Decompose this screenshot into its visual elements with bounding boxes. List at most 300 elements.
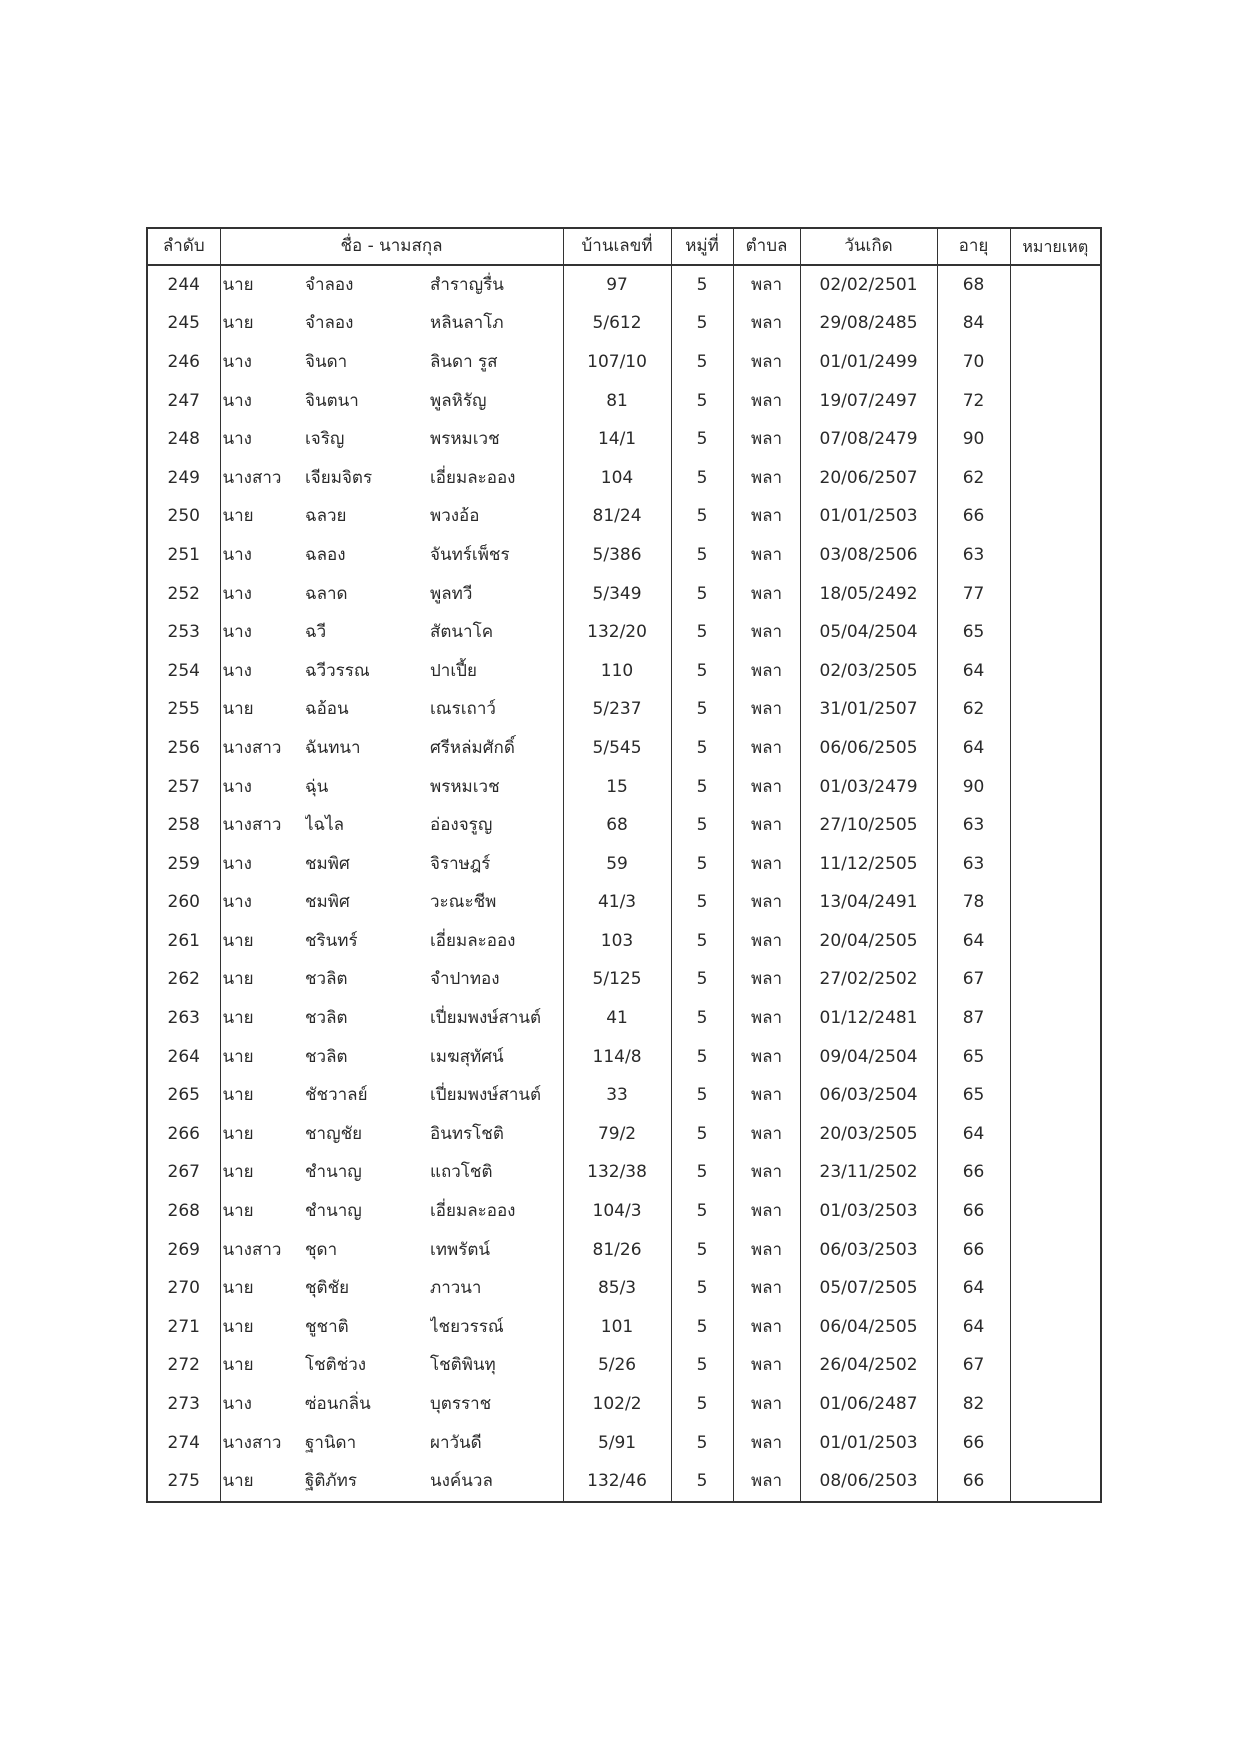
cell-age: 63 xyxy=(937,845,1010,884)
cell-house-no: 14/1 xyxy=(563,420,671,459)
cell-house-no: 5/26 xyxy=(563,1347,671,1386)
cell-prefix: นาง xyxy=(220,845,305,884)
cell-age: 77 xyxy=(937,575,1010,614)
cell-tambon: พลา xyxy=(733,343,800,382)
cell-tambon: พลา xyxy=(733,1308,800,1347)
table-row xyxy=(147,1154,1101,1193)
cell-prefix: นาง xyxy=(220,768,305,807)
cell-prefix: นาย xyxy=(220,961,305,1000)
cell-first-name: จินดา xyxy=(305,351,348,372)
cell-seq: 274 xyxy=(147,1424,220,1463)
cell-moo: 5 xyxy=(671,613,733,652)
cell-dob: 20/04/2505 xyxy=(800,922,937,961)
cell-first-name: จำลอง xyxy=(305,313,354,334)
cell-prefix: นางสาว xyxy=(220,1424,305,1463)
cell-prefix: นาย xyxy=(220,999,305,1038)
cell-age: 63 xyxy=(937,806,1010,845)
cell-tambon: พลา xyxy=(733,1424,800,1463)
table-row xyxy=(147,1308,1101,1347)
cell-age: 62 xyxy=(937,459,1010,498)
cell-dob: 01/06/2487 xyxy=(800,1385,937,1424)
cell-remark xyxy=(1010,1424,1101,1463)
table-row xyxy=(147,343,1101,382)
cell-moo: 5 xyxy=(671,459,733,498)
cell-first-name: ฉวี xyxy=(305,622,327,643)
table-row xyxy=(147,1115,1101,1154)
cell-prefix: นาง xyxy=(220,613,305,652)
cell-tambon: พลา xyxy=(733,613,800,652)
cell-first-name: ฉวีวรรณ xyxy=(305,660,370,681)
cell-seq: 252 xyxy=(147,575,220,614)
cell-prefix: นาย xyxy=(220,922,305,961)
cell-tambon: พลา xyxy=(733,575,800,614)
cell-age: 63 xyxy=(937,536,1010,575)
cell-first-name: ชมพิศ xyxy=(305,853,350,874)
cell-remark xyxy=(1010,1308,1101,1347)
cell-prefix: นาง xyxy=(220,343,305,382)
cell-tambon: พลา xyxy=(733,1462,800,1502)
cell-first-name: ฉลาด xyxy=(305,583,348,604)
table-row xyxy=(147,691,1101,730)
table-row xyxy=(147,1269,1101,1308)
cell-seq: 269 xyxy=(147,1231,220,1270)
cell-age: 64 xyxy=(937,1308,1010,1347)
table-row xyxy=(147,498,1101,537)
cell-first-name: ชวลิต xyxy=(305,1008,348,1029)
cell-first-name: ชรินทร์ xyxy=(305,930,358,951)
header-name: ชื่อ - นามสกุล xyxy=(220,228,563,265)
cell-prefix: นาง xyxy=(220,652,305,691)
cell-prefix: นาย xyxy=(220,498,305,537)
cell-dob: 20/03/2505 xyxy=(800,1115,937,1154)
cell-last-name: เทพรัตน์ xyxy=(430,1231,563,1270)
cell-first-name: ฉุ่น xyxy=(305,776,329,797)
cell-prefix: นาง xyxy=(220,420,305,459)
cell-house-no: 81/24 xyxy=(563,498,671,537)
cell-moo: 5 xyxy=(671,961,733,1000)
cell-moo: 5 xyxy=(671,1192,733,1231)
cell-age: 90 xyxy=(937,420,1010,459)
table-row xyxy=(147,652,1101,691)
cell-dob: 05/07/2505 xyxy=(800,1269,937,1308)
cell-remark xyxy=(1010,459,1101,498)
cell-first-name: ไฉไล xyxy=(305,815,345,836)
elderly-roster-table xyxy=(146,227,1102,1503)
table-row xyxy=(147,1038,1101,1077)
cell-first-name: ชำนาญ xyxy=(305,1162,362,1183)
cell-house-no: 41 xyxy=(563,999,671,1038)
cell-house-no: 107/10 xyxy=(563,343,671,382)
cell-remark xyxy=(1010,1385,1101,1424)
cell-moo: 5 xyxy=(671,305,733,344)
cell-dob: 02/02/2501 xyxy=(800,265,937,305)
cell-last-name: ไชยวรรณ์ xyxy=(430,1308,563,1347)
cell-seq: 257 xyxy=(147,768,220,807)
cell-seq: 265 xyxy=(147,1076,220,1115)
cell-age: 67 xyxy=(937,1347,1010,1386)
cell-first-name: ชุดา xyxy=(305,1239,338,1260)
cell-last-name: พูลหิรัญ xyxy=(430,382,563,421)
cell-first-name: ชาญชัย xyxy=(305,1123,363,1144)
table-row xyxy=(147,1385,1101,1424)
cell-remark xyxy=(1010,1076,1101,1115)
cell-seq: 250 xyxy=(147,498,220,537)
cell-moo: 5 xyxy=(671,806,733,845)
cell-remark xyxy=(1010,613,1101,652)
cell-dob: 01/12/2481 xyxy=(800,999,937,1038)
cell-remark xyxy=(1010,536,1101,575)
cell-tambon: พลา xyxy=(733,806,800,845)
cell-remark xyxy=(1010,768,1101,807)
cell-age: 62 xyxy=(937,691,1010,730)
cell-tambon: พลา xyxy=(733,265,800,305)
cell-remark xyxy=(1010,420,1101,459)
cell-age: 72 xyxy=(937,382,1010,421)
cell-age: 67 xyxy=(937,961,1010,1000)
header-seq: ลำดับ xyxy=(147,228,220,265)
cell-house-no: 15 xyxy=(563,768,671,807)
cell-moo: 5 xyxy=(671,1154,733,1193)
header-tambon: ตำบล xyxy=(733,228,800,265)
cell-prefix: นาง xyxy=(220,884,305,923)
cell-tambon: พลา xyxy=(733,1192,800,1231)
cell-house-no: 41/3 xyxy=(563,884,671,923)
cell-first-name: ชมพิศ xyxy=(305,892,350,913)
cell-last-name: สำราญรื่น xyxy=(430,265,563,305)
cell-remark xyxy=(1010,1269,1101,1308)
cell-moo: 5 xyxy=(671,652,733,691)
cell-moo: 5 xyxy=(671,1462,733,1502)
table-row xyxy=(147,1424,1101,1463)
cell-first-name: ชัชวาลย์ xyxy=(305,1085,368,1106)
cell-dob: 01/01/2499 xyxy=(800,343,937,382)
cell-last-name: โชติพินทุ xyxy=(430,1347,563,1386)
cell-dob: 06/03/2503 xyxy=(800,1231,937,1270)
table-row xyxy=(147,768,1101,807)
cell-house-no: 59 xyxy=(563,845,671,884)
cell-remark xyxy=(1010,1462,1101,1502)
cell-dob: 08/06/2503 xyxy=(800,1462,937,1502)
header-remark: หมายเหตุ xyxy=(1010,228,1101,265)
cell-first-name: ฉลอง xyxy=(305,544,346,565)
cell-dob: 09/04/2504 xyxy=(800,1038,937,1077)
cell-dob: 27/10/2505 xyxy=(800,806,937,845)
table-row xyxy=(147,806,1101,845)
cell-moo: 5 xyxy=(671,768,733,807)
cell-last-name: บุตรราช xyxy=(430,1385,563,1424)
cell-tambon: พลา xyxy=(733,536,800,575)
cell-last-name: ภาวนา xyxy=(430,1269,563,1308)
cell-prefix: นางสาว xyxy=(220,806,305,845)
cell-seq: 268 xyxy=(147,1192,220,1231)
cell-last-name: วะณะชีพ xyxy=(430,884,563,923)
table-row xyxy=(147,1076,1101,1115)
cell-seq: 273 xyxy=(147,1385,220,1424)
table-row xyxy=(147,1192,1101,1231)
cell-prefix: นาย xyxy=(220,1192,305,1231)
cell-first-name: ฉันทนา xyxy=(305,737,361,758)
cell-dob: 23/11/2502 xyxy=(800,1154,937,1193)
cell-moo: 5 xyxy=(671,1269,733,1308)
cell-moo: 5 xyxy=(671,420,733,459)
cell-house-no: 114/8 xyxy=(563,1038,671,1077)
table-row xyxy=(147,729,1101,768)
cell-first-name: จินตนา xyxy=(305,390,359,411)
table-row xyxy=(147,305,1101,344)
cell-moo: 5 xyxy=(671,1424,733,1463)
cell-age: 64 xyxy=(937,729,1010,768)
cell-last-name: อินทรโชติ xyxy=(430,1115,563,1154)
cell-age: 87 xyxy=(937,999,1010,1038)
cell-dob: 02/03/2505 xyxy=(800,652,937,691)
cell-first-name: ฐานิดา xyxy=(305,1432,357,1453)
cell-seq: 255 xyxy=(147,691,220,730)
cell-seq: 258 xyxy=(147,806,220,845)
cell-prefix: นาง xyxy=(220,575,305,614)
cell-house-no: 81 xyxy=(563,382,671,421)
cell-moo: 5 xyxy=(671,1231,733,1270)
header-moo: หมู่ที่ xyxy=(671,228,733,265)
cell-age: 65 xyxy=(937,1076,1010,1115)
cell-house-no: 132/38 xyxy=(563,1154,671,1193)
cell-dob: 26/04/2502 xyxy=(800,1347,937,1386)
cell-tambon: พลา xyxy=(733,1231,800,1270)
cell-prefix: นางสาว xyxy=(220,459,305,498)
cell-moo: 5 xyxy=(671,498,733,537)
cell-age: 64 xyxy=(937,922,1010,961)
cell-seq: 246 xyxy=(147,343,220,382)
cell-house-no: 132/20 xyxy=(563,613,671,652)
header-row xyxy=(147,228,1101,265)
cell-seq: 266 xyxy=(147,1115,220,1154)
cell-prefix: นาย xyxy=(220,305,305,344)
cell-age: 66 xyxy=(937,1154,1010,1193)
cell-prefix: นาย xyxy=(220,265,305,305)
cell-age: 65 xyxy=(937,1038,1010,1077)
cell-age: 65 xyxy=(937,613,1010,652)
table-row xyxy=(147,1347,1101,1386)
cell-tambon: พลา xyxy=(733,729,800,768)
cell-tambon: พลา xyxy=(733,768,800,807)
cell-first-name: โชติช่วง xyxy=(305,1355,367,1376)
header-house-no: บ้านเลขที่ xyxy=(563,228,671,265)
cell-house-no: 102/2 xyxy=(563,1385,671,1424)
cell-seq: 270 xyxy=(147,1269,220,1308)
cell-first-name: เจริญ xyxy=(305,429,345,450)
cell-prefix: นาย xyxy=(220,1269,305,1308)
cell-tambon: พลา xyxy=(733,1076,800,1115)
cell-last-name: สัตนาโค xyxy=(430,613,563,652)
cell-age: 78 xyxy=(937,884,1010,923)
cell-prefix: นางสาว xyxy=(220,729,305,768)
cell-house-no: 132/46 xyxy=(563,1462,671,1502)
cell-house-no: 104/3 xyxy=(563,1192,671,1231)
cell-age: 64 xyxy=(937,1115,1010,1154)
table-row xyxy=(147,575,1101,614)
cell-moo: 5 xyxy=(671,265,733,305)
cell-remark xyxy=(1010,265,1101,305)
cell-house-no: 5/349 xyxy=(563,575,671,614)
cell-tambon: พลา xyxy=(733,999,800,1038)
cell-first-name: ชวลิต xyxy=(305,1046,348,1067)
cell-prefix: นาย xyxy=(220,1347,305,1386)
table-body xyxy=(147,265,1101,1502)
cell-tambon: พลา xyxy=(733,1347,800,1386)
cell-moo: 5 xyxy=(671,1115,733,1154)
cell-last-name: เอี่ยมละออง xyxy=(430,459,563,498)
cell-house-no: 5/125 xyxy=(563,961,671,1000)
cell-seq: 264 xyxy=(147,1038,220,1077)
cell-house-no: 103 xyxy=(563,922,671,961)
cell-age: 68 xyxy=(937,265,1010,305)
cell-house-no: 5/545 xyxy=(563,729,671,768)
cell-first-name: ซ่อนกลิ่น xyxy=(305,1394,371,1415)
cell-dob: 03/08/2506 xyxy=(800,536,937,575)
table-row xyxy=(147,922,1101,961)
cell-last-name: เอี่ยมละออง xyxy=(430,1192,563,1231)
cell-seq: 263 xyxy=(147,999,220,1038)
cell-remark xyxy=(1010,1154,1101,1193)
cell-remark xyxy=(1010,498,1101,537)
cell-remark xyxy=(1010,961,1101,1000)
cell-prefix: นาย xyxy=(220,1115,305,1154)
cell-tambon: พลา xyxy=(733,922,800,961)
cell-age: 84 xyxy=(937,305,1010,344)
cell-last-name: พูลทวี xyxy=(430,575,563,614)
cell-seq: 275 xyxy=(147,1462,220,1502)
cell-last-name: ศรีหล่มศักดิ์ xyxy=(430,729,563,768)
cell-moo: 5 xyxy=(671,884,733,923)
cell-first-name: ชวลิต xyxy=(305,969,348,990)
cell-seq: 245 xyxy=(147,305,220,344)
cell-dob: 11/12/2505 xyxy=(800,845,937,884)
cell-prefix: นาย xyxy=(220,1076,305,1115)
cell-seq: 272 xyxy=(147,1347,220,1386)
cell-tambon: พลา xyxy=(733,691,800,730)
cell-first-name: ชำนาญ xyxy=(305,1201,362,1222)
cell-house-no: 5/91 xyxy=(563,1424,671,1463)
cell-last-name: เปี่ยมพงษ์สานต์ xyxy=(430,999,563,1038)
table-row xyxy=(147,1462,1101,1502)
cell-dob: 01/01/2503 xyxy=(800,498,937,537)
cell-tambon: พลา xyxy=(733,1385,800,1424)
table-row xyxy=(147,1231,1101,1270)
table-row xyxy=(147,459,1101,498)
cell-dob: 06/06/2505 xyxy=(800,729,937,768)
cell-house-no: 68 xyxy=(563,806,671,845)
cell-prefix: นาง xyxy=(220,382,305,421)
cell-remark xyxy=(1010,652,1101,691)
cell-dob: 18/05/2492 xyxy=(800,575,937,614)
cell-moo: 5 xyxy=(671,382,733,421)
cell-age: 66 xyxy=(937,1424,1010,1463)
cell-first-name: ฉลวย xyxy=(305,506,347,527)
table-row xyxy=(147,536,1101,575)
cell-tambon: พลา xyxy=(733,1115,800,1154)
cell-remark xyxy=(1010,884,1101,923)
cell-age: 66 xyxy=(937,1192,1010,1231)
table-row xyxy=(147,845,1101,884)
cell-age: 64 xyxy=(937,1269,1010,1308)
cell-remark xyxy=(1010,1038,1101,1077)
cell-moo: 5 xyxy=(671,1076,733,1115)
cell-dob: 20/06/2507 xyxy=(800,459,937,498)
cell-remark xyxy=(1010,691,1101,730)
cell-moo: 5 xyxy=(671,1347,733,1386)
cell-moo: 5 xyxy=(671,845,733,884)
cell-seq: 256 xyxy=(147,729,220,768)
cell-seq: 261 xyxy=(147,922,220,961)
cell-last-name: แถวโชติ xyxy=(430,1154,563,1193)
cell-last-name: จิราษฎร์ xyxy=(430,845,563,884)
cell-first-name: เจียมจิตร xyxy=(305,467,373,488)
table-row xyxy=(147,420,1101,459)
cell-remark xyxy=(1010,999,1101,1038)
cell-last-name: พรหมเวช xyxy=(430,420,563,459)
cell-house-no: 104 xyxy=(563,459,671,498)
cell-tambon: พลา xyxy=(733,305,800,344)
cell-age: 66 xyxy=(937,1231,1010,1270)
cell-last-name: ปาเปี้ย xyxy=(430,652,563,691)
cell-dob: 31/01/2507 xyxy=(800,691,937,730)
cell-seq: 253 xyxy=(147,613,220,652)
cell-moo: 5 xyxy=(671,1308,733,1347)
cell-dob: 19/07/2497 xyxy=(800,382,937,421)
cell-last-name: ลินดา รูส xyxy=(430,343,563,382)
cell-last-name: นงค์นวล xyxy=(430,1462,563,1502)
cell-prefix: นาย xyxy=(220,1154,305,1193)
cell-moo: 5 xyxy=(671,999,733,1038)
cell-last-name: เอี่ยมละออง xyxy=(430,922,563,961)
cell-tambon: พลา xyxy=(733,884,800,923)
table-row xyxy=(147,265,1101,305)
cell-age: 82 xyxy=(937,1385,1010,1424)
cell-seq: 259 xyxy=(147,845,220,884)
cell-house-no: 33 xyxy=(563,1076,671,1115)
cell-prefix: นาย xyxy=(220,1038,305,1077)
table-row xyxy=(147,961,1101,1000)
cell-moo: 5 xyxy=(671,922,733,961)
cell-moo: 5 xyxy=(671,536,733,575)
cell-seq: 254 xyxy=(147,652,220,691)
cell-house-no: 97 xyxy=(563,265,671,305)
cell-seq: 244 xyxy=(147,265,220,305)
cell-seq: 262 xyxy=(147,961,220,1000)
cell-prefix: นาย xyxy=(220,691,305,730)
cell-dob: 07/08/2479 xyxy=(800,420,937,459)
cell-age: 66 xyxy=(937,1462,1010,1502)
cell-prefix: นาง xyxy=(220,536,305,575)
cell-seq: 247 xyxy=(147,382,220,421)
cell-last-name: ผาวันดี xyxy=(430,1424,563,1463)
cell-house-no: 5/386 xyxy=(563,536,671,575)
cell-tambon: พลา xyxy=(733,1154,800,1193)
cell-house-no: 81/26 xyxy=(563,1231,671,1270)
cell-last-name: เณรเถาว์ xyxy=(430,691,563,730)
cell-moo: 5 xyxy=(671,1038,733,1077)
cell-first-name: ชูชาติ xyxy=(305,1316,349,1337)
cell-tambon: พลา xyxy=(733,1038,800,1077)
cell-remark xyxy=(1010,382,1101,421)
cell-remark xyxy=(1010,1231,1101,1270)
cell-seq: 260 xyxy=(147,884,220,923)
cell-moo: 5 xyxy=(671,729,733,768)
cell-tambon: พลา xyxy=(733,420,800,459)
table-row xyxy=(147,382,1101,421)
cell-tambon: พลา xyxy=(733,961,800,1000)
cell-last-name: หลินลาโภ xyxy=(430,305,563,344)
cell-house-no: 5/612 xyxy=(563,305,671,344)
